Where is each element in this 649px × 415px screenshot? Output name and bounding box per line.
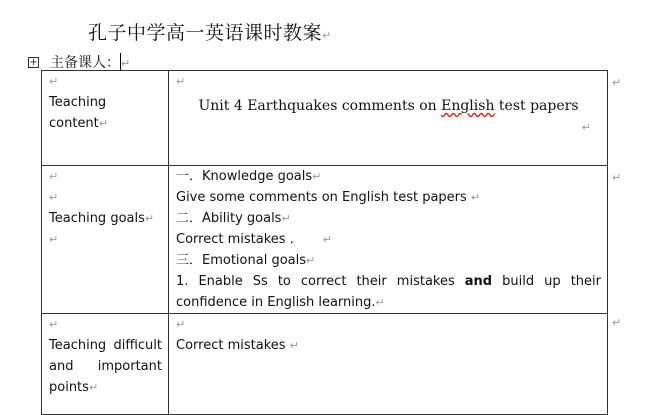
table-row-goals	[42, 166, 608, 314]
emotional-text-bold: and	[464, 274, 493, 289]
paragraph-mark-icon: ↵	[49, 233, 59, 246]
row-end-mark-icon: ↵	[612, 316, 622, 329]
label-teaching-goals: Teaching goals	[49, 211, 145, 226]
knowledge-goals-text: Give some comments on English test papers	[176, 190, 467, 205]
content-text-a: Unit 4 Earthquakes comments on	[198, 98, 442, 114]
paragraph-mark-icon: ↵	[322, 233, 332, 246]
paragraph-mark-icon: ↵	[306, 254, 316, 267]
difficult-points-text: Correct mistakes	[176, 338, 286, 353]
ability-goals-heading: 二．Ability goals	[176, 211, 282, 226]
table-row-difficult	[42, 314, 608, 415]
cell-label-content[interactable]	[42, 71, 169, 166]
label-teaching-content: Teaching content	[49, 95, 107, 131]
paragraph-mark-icon: ↵	[49, 75, 59, 88]
paragraph-mark-icon: ↵	[49, 318, 59, 331]
paragraph-mark-icon: ↵	[176, 318, 186, 331]
paragraph-mark-icon: ↵	[121, 57, 131, 70]
ability-goals-text: Correct mistakes .	[176, 232, 294, 247]
cell-label-goals[interactable]	[42, 166, 169, 314]
paragraph-mark-icon: ↵	[312, 170, 322, 183]
preparer-label: 主备课人：	[50, 55, 120, 71]
cell-label-difficult[interactable]	[42, 314, 169, 415]
paragraph-mark-icon: ↵	[88, 381, 99, 394]
row-end-mark-icon: ↵	[612, 171, 622, 184]
paragraph-mark-icon: ↵	[98, 117, 108, 130]
paragraph-mark-icon: ↵	[289, 339, 299, 352]
document-title-text: 孔子中学高一英语课时教案	[88, 22, 323, 44]
paragraph-mark-icon: ↵	[470, 191, 481, 204]
lesson-plan-table	[41, 70, 608, 415]
document-title	[88, 18, 332, 45]
emotional-text-b: build up their confidence in English learning.	[176, 274, 601, 310]
emotional-text-a: 1. Enable Ss to correct their mistakes	[176, 274, 465, 289]
preparer-line[interactable]	[50, 52, 130, 72]
knowledge-goals-heading: 一．Knowledge goals	[176, 169, 313, 184]
emotional-goals-heading: 三．Emotional goals	[176, 253, 307, 268]
paragraph-mark-icon: ↵	[281, 212, 291, 225]
content-text-b: test papers	[494, 98, 579, 114]
row-end-mark-icon: ↵	[612, 76, 622, 89]
paragraph-mark-icon: ↵	[375, 296, 385, 309]
cell-value-difficult[interactable]	[169, 314, 608, 415]
table-move-handle-icon[interactable]: +	[29, 57, 38, 68]
cell-value-goals[interactable]	[169, 166, 608, 314]
paragraph-mark-icon: ↵	[49, 170, 59, 183]
paragraph-mark-icon: ↵	[176, 75, 186, 88]
emotional-goals-text	[176, 271, 601, 313]
spellcheck-word[interactable]: English	[441, 98, 495, 114]
cell-value-content[interactable]	[169, 71, 608, 166]
paragraph-mark-icon: ↵	[49, 191, 59, 204]
paragraph-mark-icon: ↵	[581, 121, 591, 134]
paragraph-mark-icon: ↵	[144, 212, 155, 225]
paragraph-mark-icon: ↵	[322, 29, 332, 42]
table-row-content	[42, 71, 608, 166]
teaching-content-text	[176, 96, 601, 117]
label-teaching-difficult: Teaching difficult and important points	[49, 338, 162, 395]
